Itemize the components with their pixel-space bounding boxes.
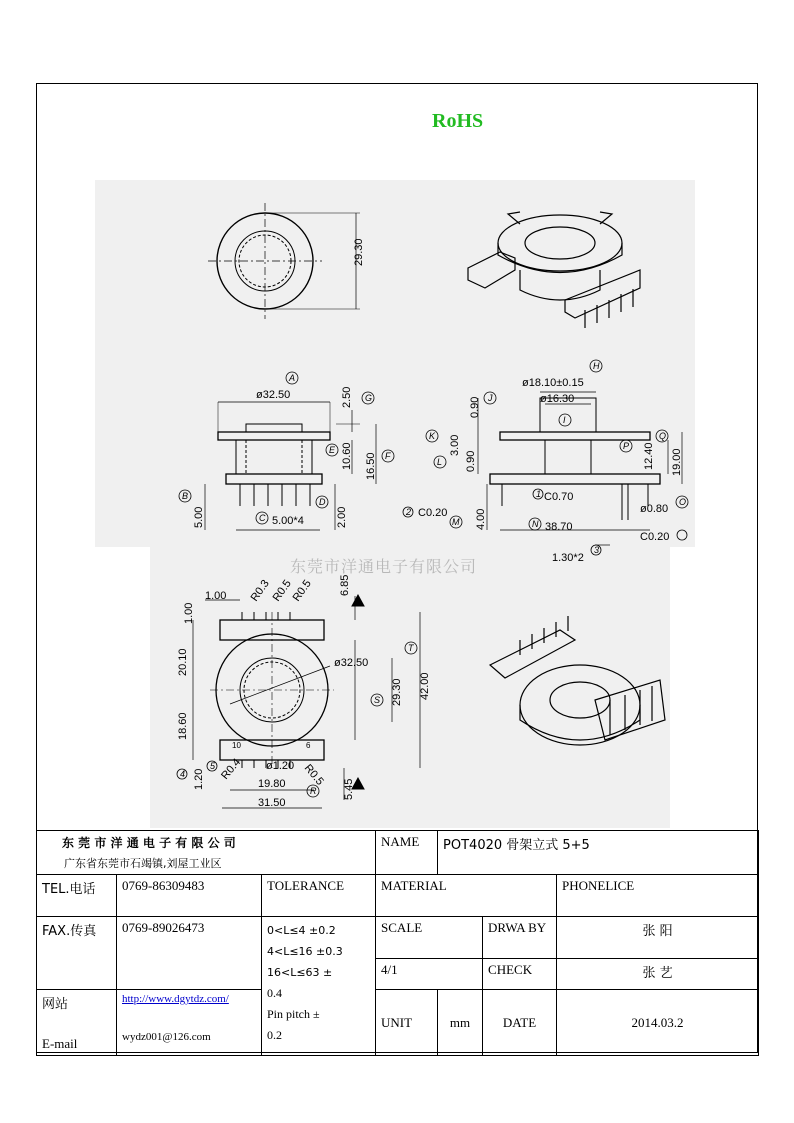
title-block	[36, 830, 759, 1056]
dim-12-40: 12.40	[643, 442, 655, 470]
pin-number-10: 10	[232, 741, 241, 750]
label-c: C	[259, 513, 266, 523]
dim-pitch-c: 5.00*4	[272, 515, 304, 527]
scale-label-cell	[376, 917, 483, 959]
tolerance-line-3: 16<L≤63 ±	[267, 966, 333, 979]
website-link[interactable]: http://www.dgytdz.com/	[122, 993, 229, 1005]
tolerance-line-5: Pin pitch ±	[267, 1007, 320, 1021]
tolerance-values-cell	[262, 917, 376, 1056]
dim-10-60: 10.60	[341, 442, 353, 470]
label-r: R	[310, 786, 317, 796]
label-b: B	[182, 491, 189, 501]
unit-label: UNIT	[381, 1014, 413, 1030]
dim-1-30x2: 1.30*2	[552, 552, 584, 564]
name-label-cell	[376, 831, 438, 875]
dim-r0-5-a: R0.5	[270, 577, 294, 604]
company-name: 东 莞 市 洋 通 电 子 有 限 公 司	[62, 836, 236, 850]
date-value: 2014.03.2	[631, 1014, 684, 1030]
unit-value-cell	[438, 990, 483, 1056]
company-cell	[37, 831, 376, 875]
drawn-label-cell	[483, 917, 557, 959]
check-value-cell	[557, 959, 759, 990]
dim-r0-5-c: R0.5	[301, 762, 326, 788]
dim-r0-3: R0.3	[248, 577, 272, 604]
company-address: 广东省东莞市石竭镇,刘屋工业区	[64, 857, 222, 870]
drawn-value: 张 阳	[642, 924, 673, 939]
tolerance-label-cell	[262, 875, 376, 917]
tolerance-line-4: 0.4	[267, 986, 282, 1000]
dim-3-00: 3.00	[449, 434, 461, 456]
dim-20-10: 20.10	[177, 648, 189, 676]
tolerance-line-2: 4<L≤16 ±0.3	[267, 945, 343, 958]
fax-label: FAX.传真	[42, 924, 97, 939]
drawn-label: DRWA BY	[488, 920, 547, 935]
label-s: S	[374, 695, 381, 705]
dim-phi-32-50-b: ø32.50	[334, 657, 369, 669]
tolerance-label: TOLERANCE	[267, 878, 345, 893]
label-q: Q	[659, 431, 667, 441]
drawing-background-lower	[150, 547, 670, 828]
date-label: DATE	[502, 1014, 537, 1030]
dim-r0-4: R0.4	[219, 756, 244, 782]
dim-2-00: 2.00	[336, 506, 348, 528]
email-value: wydz001@126.com	[122, 1031, 211, 1043]
unit-value: mm	[449, 1014, 471, 1030]
tel-value-cell	[117, 875, 262, 917]
dim-19-00: 19.00	[671, 448, 683, 476]
dim-18-60: 18.60	[177, 712, 189, 740]
scale-value-cell	[376, 959, 483, 990]
dim-c0-20-right: C0.20	[640, 531, 670, 543]
label-2: 2	[406, 507, 412, 517]
label-m: M	[452, 517, 460, 527]
dim-top-height: 29.30	[353, 238, 365, 266]
date-value-cell	[557, 990, 759, 1056]
label-4: 4	[180, 769, 186, 779]
check-label: CHECK	[488, 962, 533, 977]
dim-phi-16-30: ø16.30	[540, 393, 575, 405]
fax-value: 0769-89026473	[122, 920, 205, 935]
dim-16-50: 16.50	[365, 452, 377, 480]
dim-0-90-mid: 0.90	[465, 450, 477, 472]
label-d: D	[319, 497, 326, 507]
label-3: 3	[594, 545, 600, 555]
label-t: T	[408, 643, 414, 653]
dim-r0-5-b: R0.5	[290, 577, 314, 604]
tolerance-line-6: 0.2	[267, 1028, 282, 1042]
dim-c0-20-left: C0.20	[418, 507, 448, 519]
name-label: NAME	[381, 834, 420, 849]
name-value: POT4020 骨架立式 5+5	[443, 838, 590, 853]
dim-5-00: 5.00	[193, 506, 205, 528]
email-label: E-mail	[42, 1036, 78, 1051]
tolerance-line-1: 0<L≤4 ±0.2	[267, 924, 336, 937]
label-1: 1	[536, 489, 542, 499]
web-email-label-cell	[37, 990, 117, 1056]
pin-number-6: 6	[306, 741, 311, 750]
label-n: N	[532, 519, 539, 529]
dim-0-90-top: 0.90	[469, 396, 481, 418]
dim-phi-a: ø32.50	[256, 389, 291, 401]
drawn-value-cell	[557, 917, 759, 959]
label-o: O	[679, 497, 687, 507]
label-e: E	[329, 445, 336, 455]
label-g: G	[365, 393, 373, 403]
material-label: MATERIAL	[381, 878, 447, 893]
watermark: 东莞市洋通电子有限公司	[290, 557, 478, 576]
label-l: L	[437, 457, 443, 467]
dim-phi-18-10: ø18.10±0.15	[522, 377, 584, 389]
dim-42-00: 42.00	[419, 672, 431, 700]
dim-1-00-side: 1.00	[183, 602, 195, 624]
dim-1-20-pin: ø1.20	[266, 760, 295, 772]
label-h: H	[593, 361, 600, 371]
dim-1-00-top: 1.00	[205, 590, 227, 602]
tel-value: 0769-86309483	[122, 878, 205, 893]
material-value-cell	[557, 875, 759, 917]
dim-4-00: 4.00	[475, 508, 487, 530]
dim-31-50: 31.50	[258, 797, 286, 809]
name-value-cell	[438, 831, 759, 875]
dim-2-50: 2.50	[341, 386, 353, 408]
label-k: K	[429, 431, 436, 441]
web-email-value-cell	[117, 990, 262, 1056]
dim-1-20-side: 1.20	[193, 768, 205, 790]
material-value: PHONELICE	[562, 878, 635, 893]
tel-label-cell	[37, 875, 117, 917]
rohs-mark: RoHS	[432, 110, 484, 132]
dim-38-70: 38.70	[545, 521, 573, 533]
dim-6-85: 6.85	[339, 574, 351, 596]
fax-label-cell	[37, 917, 117, 990]
dim-19-80: 19.80	[258, 778, 286, 790]
label-f: F	[385, 451, 391, 461]
label-5: 5	[210, 761, 216, 771]
web-label: 网站	[42, 997, 69, 1012]
label-p: P	[623, 441, 630, 451]
tel-label: TEL.电话	[42, 882, 96, 897]
dim-phi-0-80: ø0.80	[640, 503, 669, 515]
fax-value-cell	[117, 917, 262, 990]
label-j: J	[488, 393, 493, 403]
unit-label-cell	[376, 990, 438, 1056]
label-a: A	[289, 373, 296, 383]
dim-29-30-b: 29.30	[391, 678, 403, 706]
date-label-cell	[483, 990, 557, 1056]
dim-5-45: 5.45	[343, 778, 355, 800]
dim-c0-70: C0.70	[544, 491, 574, 503]
check-value: 张 艺	[642, 966, 673, 981]
scale-label: SCALE	[381, 920, 423, 935]
check-label-cell	[483, 959, 557, 990]
label-i: I	[563, 415, 566, 425]
material-label-cell	[376, 875, 557, 917]
scale-value: 4/1	[381, 962, 398, 977]
